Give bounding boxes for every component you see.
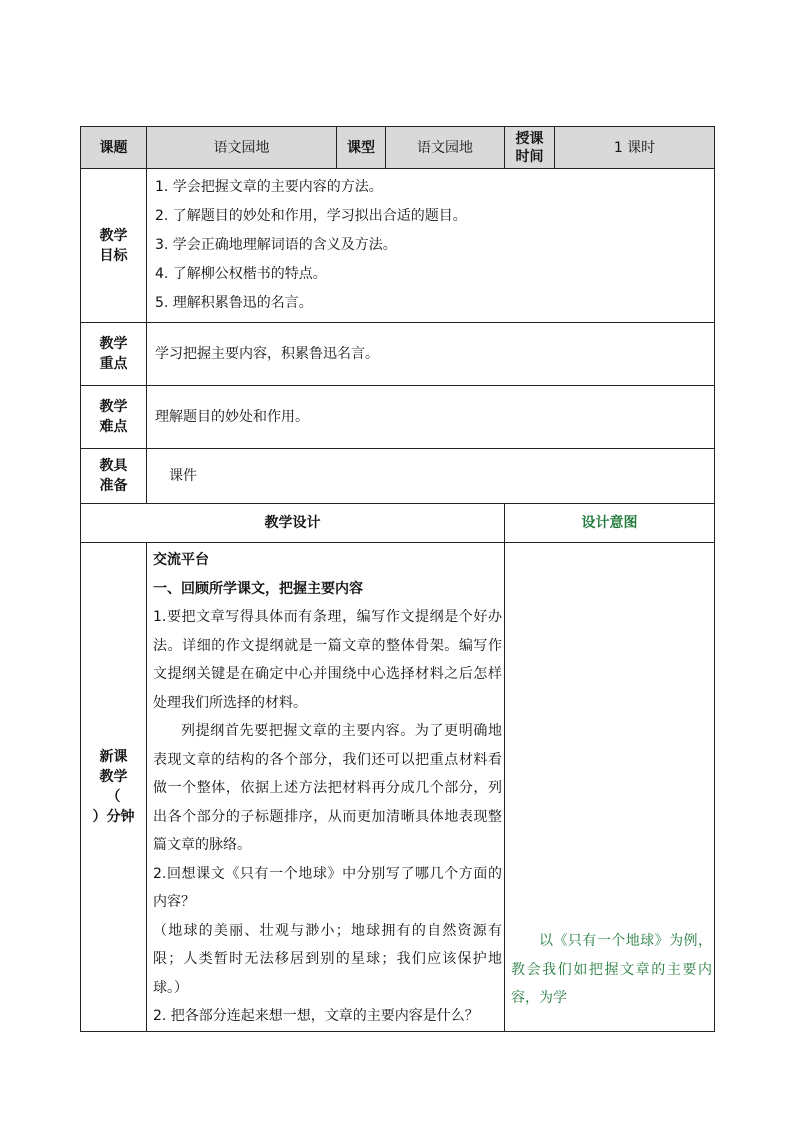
key-points-label-line-1: 教学 — [99, 336, 128, 352]
type-label: 课型 — [337, 127, 386, 169]
key-points-label — [81, 323, 147, 386]
key-points-text: 学习把握主要内容，积累鲁迅名言。 — [147, 323, 715, 386]
lesson-paragraph: 2. 把各部分连起来想一想，文章的主要内容是什么？ — [153, 1008, 479, 1024]
lesson-label-line-4: ）分钟 — [92, 808, 135, 825]
design-header-row — [81, 504, 715, 543]
goal-item: 3. 学会正确地理解词语的含义及方法。 — [155, 237, 397, 253]
section-title: 交流平台 — [153, 552, 209, 568]
tools-row — [81, 449, 715, 504]
header-row — [81, 127, 715, 169]
lesson-label — [81, 543, 147, 1032]
key-points-label-line-2: 重点 — [99, 356, 128, 372]
goal-item: 5. 理解积累鲁迅的名言。 — [155, 295, 313, 311]
lesson-paragraph: 1.要把文章写得具体而有条理，编写作文提纲是个好办法。详细的作文提纲就是一篇文章的整体骨架。编写作文提纲关键是在确定中心并围绕中心选择材料之后怎样处理我们所选择的材料。 — [153, 609, 502, 711]
goal-item: 4. 了解柳公权楷书的特点。 — [155, 266, 327, 282]
lesson-answer: （地球的美丽、壮观与渺小；地球拥有的自然资源有限；人类暂时无法移居到别的星球；我们应该保护地球。） — [153, 922, 502, 996]
lesson-row — [81, 543, 715, 1032]
difficulty-row — [81, 386, 715, 449]
lesson-content — [147, 543, 505, 1032]
goals-label-line-2: 目标 — [99, 247, 128, 264]
topic-label: 课题 — [81, 127, 147, 169]
design-heading: 教学设计 — [81, 504, 505, 543]
time-value: 1 课时 — [555, 127, 715, 169]
subsection-title: 一、回顾所学课文，把握主要内容 — [153, 580, 363, 597]
lesson-paragraph: 列提纲首先要把握文章的主要内容。为了更明确地表现文章的结构的各个部分，我们还可以把重点材料看做一个整体，依据上述方法把材料再分成几个部分，列出各个部分的子标题排序，从而更加清晰具体地表现整篇文章的脉络。 — [153, 723, 502, 853]
key-points-row — [81, 323, 715, 386]
intent-content — [505, 543, 715, 1032]
goals-row — [81, 169, 715, 323]
lesson-plan-table — [80, 126, 715, 1032]
tools-text: 课件 — [147, 449, 715, 504]
intent-heading: 设计意图 — [505, 504, 715, 543]
goals-label — [81, 169, 147, 323]
lesson-label-line-3: （ — [106, 788, 121, 805]
lesson-label-line-2: 教学 — [99, 768, 128, 785]
tools-label — [81, 449, 147, 504]
difficulty-label — [81, 386, 147, 449]
lesson-label-line-1: 新课 — [99, 748, 128, 765]
topic-value: 语文园地 — [147, 127, 337, 169]
time-label-line-2: 时间 — [515, 148, 544, 165]
type-value: 语文园地 — [386, 127, 505, 169]
tools-label-line-1: 教具 — [99, 458, 128, 474]
lesson-paragraph: 2.回想课文《只有一个地球》中分别写了哪几个方面的内容？ — [153, 865, 502, 910]
goal-item: 1. 学会把握文章的主要内容的方法。 — [155, 179, 383, 195]
goal-item: 2. 了解题目的妙处和作用，学习拟出合适的题目。 — [155, 208, 467, 224]
tools-label-line-2: 准备 — [99, 478, 128, 494]
time-label-line-1: 授课 — [515, 130, 544, 147]
time-label — [505, 127, 555, 169]
difficulty-label-line-2: 难点 — [99, 419, 128, 435]
intent-text: 以《只有一个地球》为例，教会我们如把握文章的主要内容，为学 — [511, 933, 712, 1006]
goals-label-line-1: 教学 — [99, 227, 128, 244]
difficulty-text: 理解题目的妙处和作用。 — [147, 386, 715, 449]
difficulty-label-line-1: 教学 — [99, 399, 128, 415]
goals-list — [147, 169, 715, 323]
